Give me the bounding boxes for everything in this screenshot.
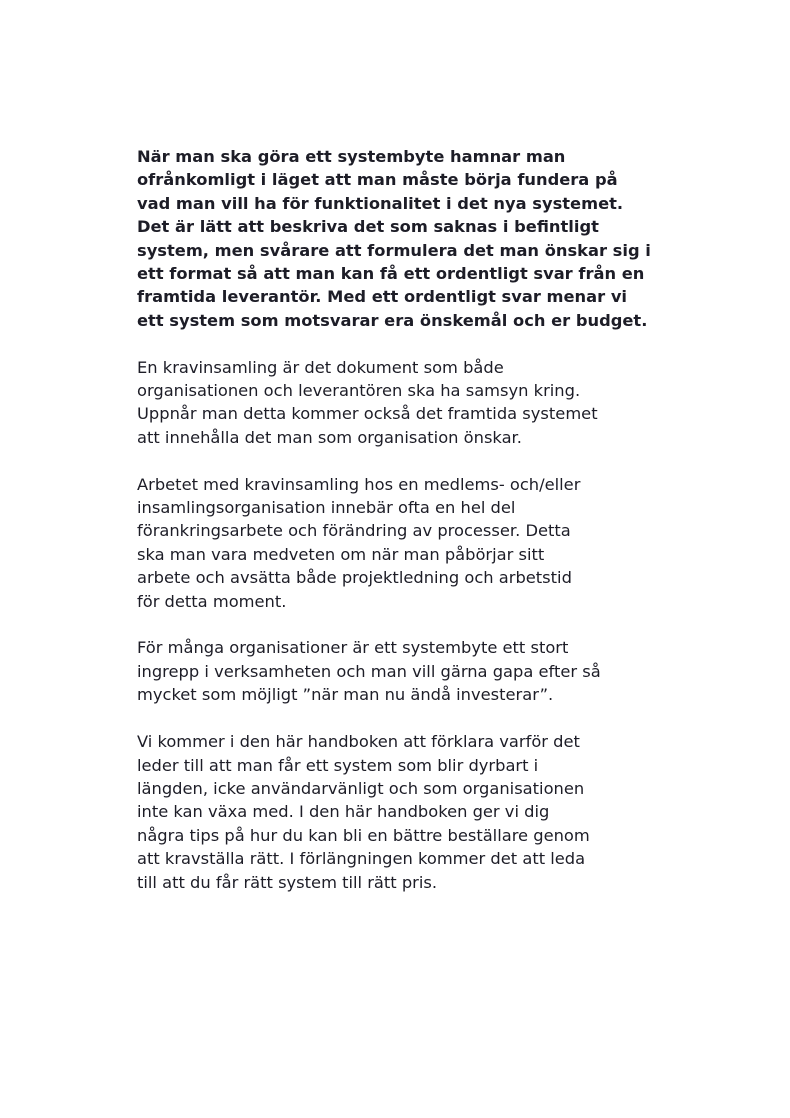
text-line: inte kan växa med. I den här handboken ger vi dig	[137, 802, 550, 822]
document-body	[137, 145, 677, 917]
text-line: En kravinsamling är det dokument som både	[137, 357, 504, 377]
body-paragraph	[137, 473, 677, 613]
text-line: arbete och avsätta både projektledning och arbetstid	[137, 568, 572, 588]
text-line: till att du får rätt system till rätt pris.	[137, 872, 438, 892]
text-line: För många organisationer är ett systembyte ett stort	[137, 638, 569, 658]
text-line: Arbetet med kravinsamling hos en medlems- och/eller	[137, 474, 581, 494]
text-line: att kravställa rätt. I förlängningen kommer det att leda	[137, 849, 586, 869]
text-line: insamlingsorganisation innebär ofta en hel del	[137, 498, 516, 518]
text-line: system, men svårare att formulera det man önskar sig i	[137, 240, 651, 260]
intro-paragraph	[137, 145, 677, 332]
text-line: Vi kommer i den här handboken att förklara varför det	[137, 732, 580, 752]
text-line: ett format så att man kan få ett ordentligt svar från en	[137, 264, 645, 284]
text-line: Uppnår man detta kommer också det framtida systemet	[137, 404, 598, 424]
text-line: Det är lätt att beskriva det som saknas i befintligt	[137, 217, 599, 237]
text-line: att innehålla det man som organisation önskar.	[137, 427, 522, 447]
text-line: ingrepp i verksamheten och man vill gärna gapa efter så	[137, 661, 601, 681]
text-line: mycket som möjligt ”när man nu ändå investerar”.	[137, 685, 554, 705]
text-line: organisationen och leverantören ska ha samsyn kring.	[137, 381, 581, 401]
text-line: ska man vara medveten om när man påbörjar sitt	[137, 544, 545, 564]
body-paragraph	[137, 730, 677, 894]
text-line: När man ska göra ett systembyte hamnar man	[137, 147, 566, 166]
text-line: ofrånkomligt i läget att man måste börja fundera på	[137, 170, 618, 190]
text-line: framtida leverantör. Med ett ordentligt svar menar vi	[137, 287, 628, 307]
text-line: leder till att man får ett system som blir dyrbart i	[137, 755, 539, 775]
text-line: några tips på hur du kan bli en bättre beställare genom	[137, 825, 590, 845]
text-line: ett system som motsvarar era önskemål och er budget.	[137, 310, 648, 330]
body-paragraph	[137, 356, 677, 450]
text-line: vad man vill ha för funktionalitet i det nya systemet.	[137, 193, 624, 213]
text-line: längden, icke användarvänligt och som organisationen	[137, 778, 585, 798]
body-paragraph	[137, 636, 677, 706]
text-line: förankringsarbete och förändring av processer. Detta	[137, 521, 571, 541]
text-line: för detta moment.	[137, 591, 287, 611]
